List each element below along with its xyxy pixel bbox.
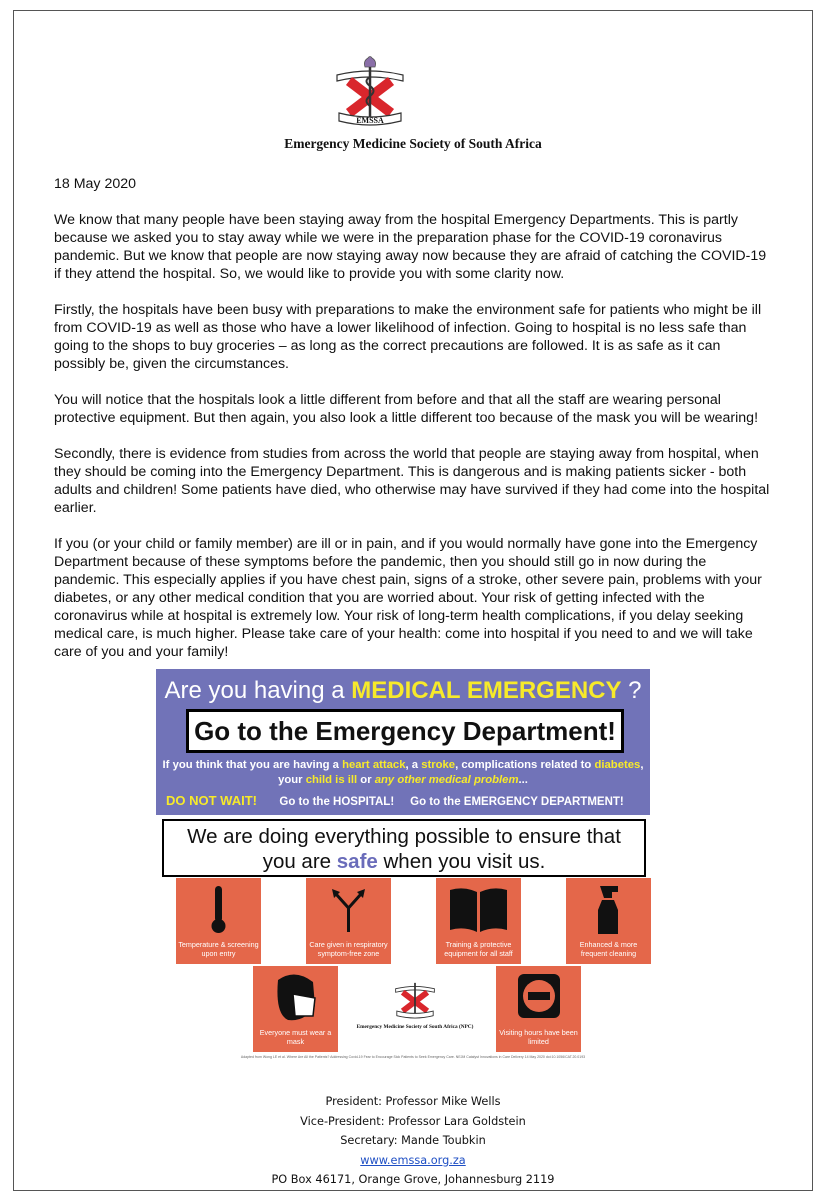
paragraph-5: If you (or your child or family member) are ill or in pain, and if you would normally have gone into the Emergency Department because of these symptoms before the pandemic, then you should still go in now during the pandemic. This especially applies if you have chest pain, signs of a stroke, other severe pain, problems with your diabetes, or any other medical condition that you are worried about. Your risk of getting infected with the coronavirus while at hospital is extremely low. Your risk of long-term health complications, if you delay seeking medical care, is much higher. Please take care of your health: come into hospital if you need to and we will take care of you and your family! [54,536,762,660]
logo-text: EMSSA [356,116,384,125]
go-ed: Go to the EMERGENCY DEPARTMENT! [410,796,624,808]
go-hospital: Go to the HOSPITAL! [279,796,395,808]
poster-credit: Adapted from Wong LE et al. Where Are All the Patients? Addressing Covid-19 Fear to Encourage Sick Patients to Seek Emergency Care. NEJM Catalyst Innovations in Care Delivery 14 May 2020 doi:10.1056/CAT.20.0193 [240,1055,586,1059]
mini-org-name: Emergency Medicine Society of South Africa (NPC) [356,1024,474,1030]
no-entry-icon [496,972,581,1024]
org-name: Emergency Medicine Society of South Africa [284,136,542,151]
paragraph-2: Firstly, the hospitals have been busy with preparations to make the environment safe for patients who might be ill from COVID-19 as well as those who have a lower likelihood of infection. Going to hospital is no less safe than going to the shops to buy groceries – as long as the correct precautions are followed. It is as safe as it can possibly be, given the circumstances. [54,302,762,372]
tile-mask: Everyone must wear a mask [253,966,338,1052]
face-mask-icon [253,972,338,1024]
tile-visiting-hours: Visiting hours have been limited [496,966,581,1052]
vice-president: Vice-President: Professor Lara Goldstein [300,1114,526,1128]
footer [0,1092,826,1190]
emssa-logo [331,55,409,130]
letter-body [54,175,770,679]
tile-cleaning: Enhanced & more frequent cleaning [566,878,651,964]
paragraph-4: Secondly, there is evidence from studies from across the world that people are staying away from hospital, when they should be coming into the Emergency Department. This is dangerous and is making patients sicker - both adults and children! Some patients have died, who otherwise may have survived if they had come into the hospital earlier. [54,446,770,516]
letter-date: 18 May 2020 [54,176,137,192]
tile-respiratory-zone: Care given in respiratory symptom-free zone [306,878,391,964]
poster-call-to-action [166,793,646,808]
split-arrow-icon [306,884,391,936]
thermometer-icon [176,884,261,936]
poster-question: Are you having a MEDICAL EMERGENCY ? [164,677,642,704]
spray-bottle-icon [566,884,651,936]
poster-headline: Go to the Emergency Department! [186,709,624,753]
poster-subtext: If you think that you are having a heart attack, a stroke, complications related to diabetes, your child is ill or any other medical problem... [162,759,644,786]
website-link[interactable]: www.emssa.org.za [360,1153,466,1167]
paragraph-1: We know that many people have been staying away from the hospital Emergency Departments. This is partly because we asked you to stay away while we were in the preparation phase for the COVID-19 coronavirus pandemic. But we know that people are now staying away now because they are afraid of catching the COVID-19 if they attend the hospital. So, we would like to provide you with some clarity now. [54,212,767,282]
tile-training-ppe: Training & protective equipment for all staff [436,878,521,964]
paragraph-3: You will notice that the hospitals look a little different from before and that all the staff are wearing personal protective equipment. But then again, you also look a little different too because of the mask you will be wearing! [54,392,759,426]
safety-message: We are doing everything possible to ensure that you are safe when you visit us. [162,819,646,877]
president: President: Professor Mike Wells [325,1095,501,1108]
do-not-wait: DO NOT WAIT! [166,793,257,808]
secretary: Secretary: Mande Toubkin [340,1134,486,1147]
tile-temperature: Temperature & screening upon entry [176,878,261,964]
emergency-poster-banner [156,669,650,815]
address: PO Box 46171, Orange Grove, Johannesburg 2119 [271,1173,555,1186]
mini-emssa-logo [390,977,440,1021]
book-icon [436,884,521,936]
